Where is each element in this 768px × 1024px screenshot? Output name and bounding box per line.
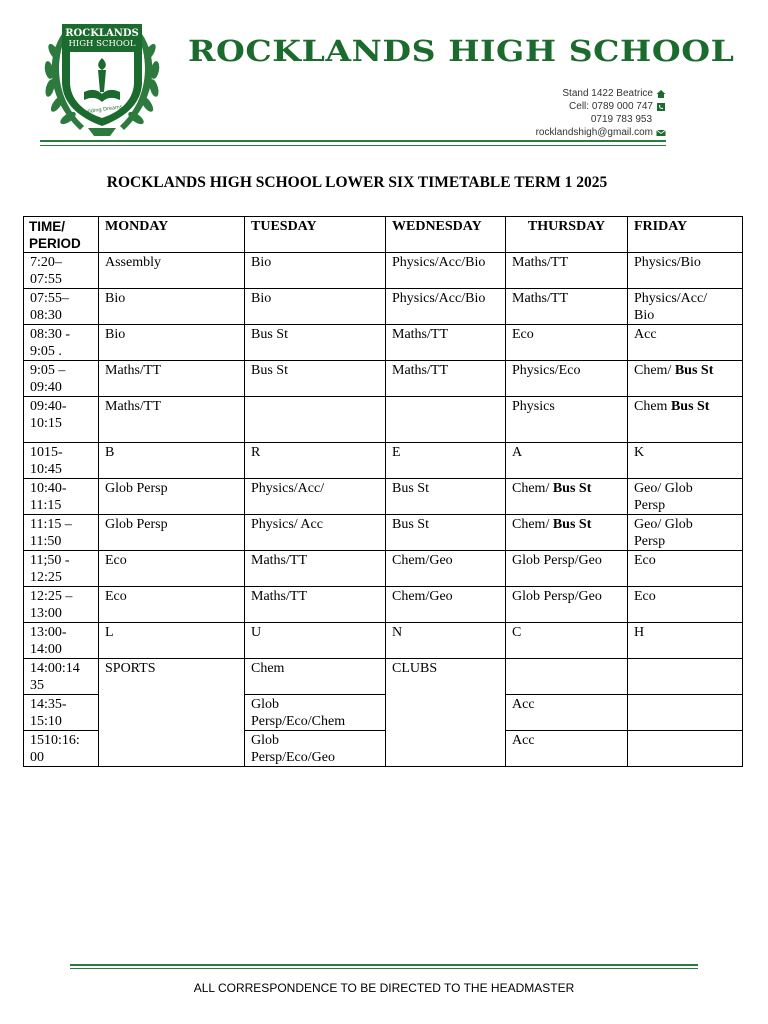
friday-cell: Acc (628, 325, 743, 361)
time-cell (24, 361, 99, 397)
time-text: 1510:16: 00 (30, 733, 80, 765)
friday-cell (628, 361, 743, 397)
thursday-text: Chem/ (512, 481, 553, 496)
letterhead-rule-thin (40, 145, 666, 146)
time-cell (24, 623, 99, 659)
thursday-cell: Physics (506, 397, 628, 443)
wednesday-cell (386, 397, 506, 443)
tuesday-cell: Physics/ Acc (245, 515, 386, 551)
table-row (24, 325, 743, 361)
time-text: 11:15 – 11:50 (30, 517, 72, 549)
friday-text-bold: Bus St (670, 399, 710, 414)
thursday-text-bold: Bus St (552, 517, 592, 532)
friday-text: Geo/ Glob Persp (634, 517, 693, 549)
table-row (24, 551, 743, 587)
friday-text: Geo/ Glob Persp (634, 481, 693, 513)
letterhead-rule (40, 140, 666, 142)
header-friday: FRIDAY (628, 217, 743, 253)
monday-cell: Bio (99, 289, 245, 325)
wednesday-cell: Bus St (386, 515, 506, 551)
thursday-cell: Glob Persp/Geo (506, 551, 628, 587)
contact-cell (536, 100, 666, 113)
monday-cell: Eco (99, 587, 245, 623)
thursday-cell: Maths/TT (506, 253, 628, 289)
contact-phone2-text: 0719 783 953 (590, 114, 652, 125)
tuesday-cell: Maths/TT (245, 551, 386, 587)
wednesday-cell: Physics/Acc/Bio (386, 289, 506, 325)
contact-address (536, 87, 666, 100)
footer-rule-thin (70, 968, 698, 969)
friday-text: Chem (634, 399, 671, 414)
wednesday-cell: Bus St (386, 479, 506, 515)
thursday-cell: Eco (506, 325, 628, 361)
contact-address-text: Stand 1422 Beatrice (562, 88, 653, 99)
time-text: 10:40- 11:15 (30, 481, 67, 513)
time-text: 14:35- 15:10 (30, 697, 67, 729)
table-row (24, 515, 743, 551)
friday-cell (628, 515, 743, 551)
monday-cell: Bio (99, 325, 245, 361)
friday-cell: K (628, 443, 743, 479)
tuesday-cell: Bio (245, 289, 386, 325)
friday-cell (628, 659, 743, 695)
tuesday-cell: Bus St (245, 361, 386, 397)
monday-cell: Maths/TT (99, 397, 245, 443)
time-text: 7:20– 07:55 (30, 255, 62, 287)
time-cell (24, 587, 99, 623)
monday-cell: Assembly (99, 253, 245, 289)
time-cell (24, 443, 99, 479)
time-cell (24, 289, 99, 325)
tuesday-text: Glob Persp/Eco/Geo (251, 733, 335, 765)
tuesday-cell (245, 695, 386, 731)
thursday-cell: Physics/Eco (506, 361, 628, 397)
time-cell (24, 695, 99, 731)
crest-name-line2: HIGH SCHOOL (68, 39, 136, 49)
tuesday-cell: U (245, 623, 386, 659)
time-text: 08:30 - 9:05 . (30, 327, 71, 359)
contact-email-text: rocklandshigh@gmail.com (535, 127, 653, 138)
friday-text: Physics/Acc/ Bio (634, 291, 708, 323)
friday-cell: Eco (628, 551, 743, 587)
crest-name-line1: ROCKLANDS (65, 28, 139, 39)
time-text: 13:00- 14:00 (30, 625, 67, 657)
tuesday-cell: R (245, 443, 386, 479)
table-row-break (24, 443, 743, 479)
wednesday-cell: E (386, 443, 506, 479)
table-row-lunch (24, 623, 743, 659)
time-cell (24, 731, 99, 767)
time-text: 07:55– 08:30 (30, 291, 69, 323)
timetable (23, 216, 743, 767)
friday-cell (628, 289, 743, 325)
header-tuesday: TUESDAY (245, 217, 386, 253)
crest-motto: Building Dreams (81, 104, 123, 116)
home-icon (656, 89, 666, 99)
monday-cell: Maths/TT (99, 361, 245, 397)
friday-cell (628, 397, 743, 443)
table-row (24, 253, 743, 289)
tuesday-cell: Physics/Acc/ (245, 479, 386, 515)
friday-cell (628, 479, 743, 515)
thursday-cell: A (506, 443, 628, 479)
monday-cell: Eco (99, 551, 245, 587)
header-time: TIME/ PERIOD (24, 217, 99, 253)
document-title: ROCKLANDS HIGH SCHOOL LOWER SIX TIMETABLE TERM 1 2025 (106, 174, 608, 191)
table-row (24, 587, 743, 623)
wednesday-cell: Physics/Acc/Bio (386, 253, 506, 289)
thursday-cell: Maths/TT (506, 289, 628, 325)
wednesday-cell: Maths/TT (386, 325, 506, 361)
table-row (24, 479, 743, 515)
table-row (24, 397, 743, 443)
thursday-cell: Glob Persp/Geo (506, 587, 628, 623)
monday-cell: SPORTS (99, 659, 245, 767)
footer-rule (70, 964, 698, 966)
school-name-heading: ROCKLANDS HIGH SCHOOL (188, 34, 735, 68)
time-text: 1015- 10:45 (30, 445, 63, 477)
time-cell (24, 479, 99, 515)
crest-name (62, 28, 142, 50)
wednesday-cell: CLUBS (386, 659, 506, 767)
wednesday-cell: Chem/Geo (386, 551, 506, 587)
tuesday-cell (245, 397, 386, 443)
monday-cell: Glob Persp (99, 479, 245, 515)
friday-cell: Physics/Bio (628, 253, 743, 289)
wednesday-cell: Maths/TT (386, 361, 506, 397)
thursday-cell: Acc (506, 731, 628, 767)
monday-cell: L (99, 623, 245, 659)
tuesday-text: Glob Persp/Eco/Chem (251, 697, 346, 729)
contact-phone2 (536, 113, 666, 126)
footer-note: ALL CORRESPONDENCE TO BE DIRECTED TO THE HEADMASTER (193, 981, 575, 995)
monday-cell: B (99, 443, 245, 479)
friday-cell (628, 695, 743, 731)
tuesday-cell: Maths/TT (245, 587, 386, 623)
wednesday-cell: N (386, 623, 506, 659)
header-row (24, 217, 743, 253)
contact-cell-text: Cell: 0789 000 747 (569, 101, 653, 112)
time-text: 09:40- 10:15 (30, 399, 67, 431)
tuesday-cell: Bus St (245, 325, 386, 361)
mail-icon (656, 128, 666, 138)
table-row (24, 289, 743, 325)
friday-cell: H (628, 623, 743, 659)
time-text: 9:05 – 09:40 (30, 363, 66, 395)
friday-cell (628, 731, 743, 767)
time-cell (24, 325, 99, 361)
letterhead (40, 16, 735, 148)
thursday-cell: C (506, 623, 628, 659)
header-thursday: THURSDAY (506, 217, 628, 253)
tuesday-cell: Chem (245, 659, 386, 695)
time-cell (24, 515, 99, 551)
time-cell (24, 253, 99, 289)
time-text: 12:25 – 13:00 (30, 589, 73, 621)
table-row (24, 659, 743, 695)
time-text: 14:00:14 35 (30, 661, 80, 693)
thursday-text: Chem/ (512, 517, 553, 532)
time-cell (24, 551, 99, 587)
thursday-cell (506, 659, 628, 695)
header-wednesday: WEDNESDAY (386, 217, 506, 253)
friday-text: Chem/ (634, 363, 675, 378)
thursday-text-bold: Bus St (552, 481, 592, 496)
friday-text-bold: Bus St (674, 363, 714, 378)
header-monday: MONDAY (99, 217, 245, 253)
time-cell (24, 397, 99, 443)
contact-block (536, 87, 666, 139)
monday-cell: Glob Persp (99, 515, 245, 551)
wednesday-cell: Chem/Geo (386, 587, 506, 623)
time-text: 11;50 - 12:25 (30, 553, 70, 585)
table-row (24, 361, 743, 397)
friday-cell: Eco (628, 587, 743, 623)
time-cell (24, 659, 99, 695)
thursday-cell: Acc (506, 695, 628, 731)
thursday-cell (506, 479, 628, 515)
tuesday-cell: Bio (245, 253, 386, 289)
contact-email (536, 126, 666, 139)
tuesday-cell (245, 731, 386, 767)
phone-icon (656, 102, 666, 112)
thursday-cell (506, 515, 628, 551)
